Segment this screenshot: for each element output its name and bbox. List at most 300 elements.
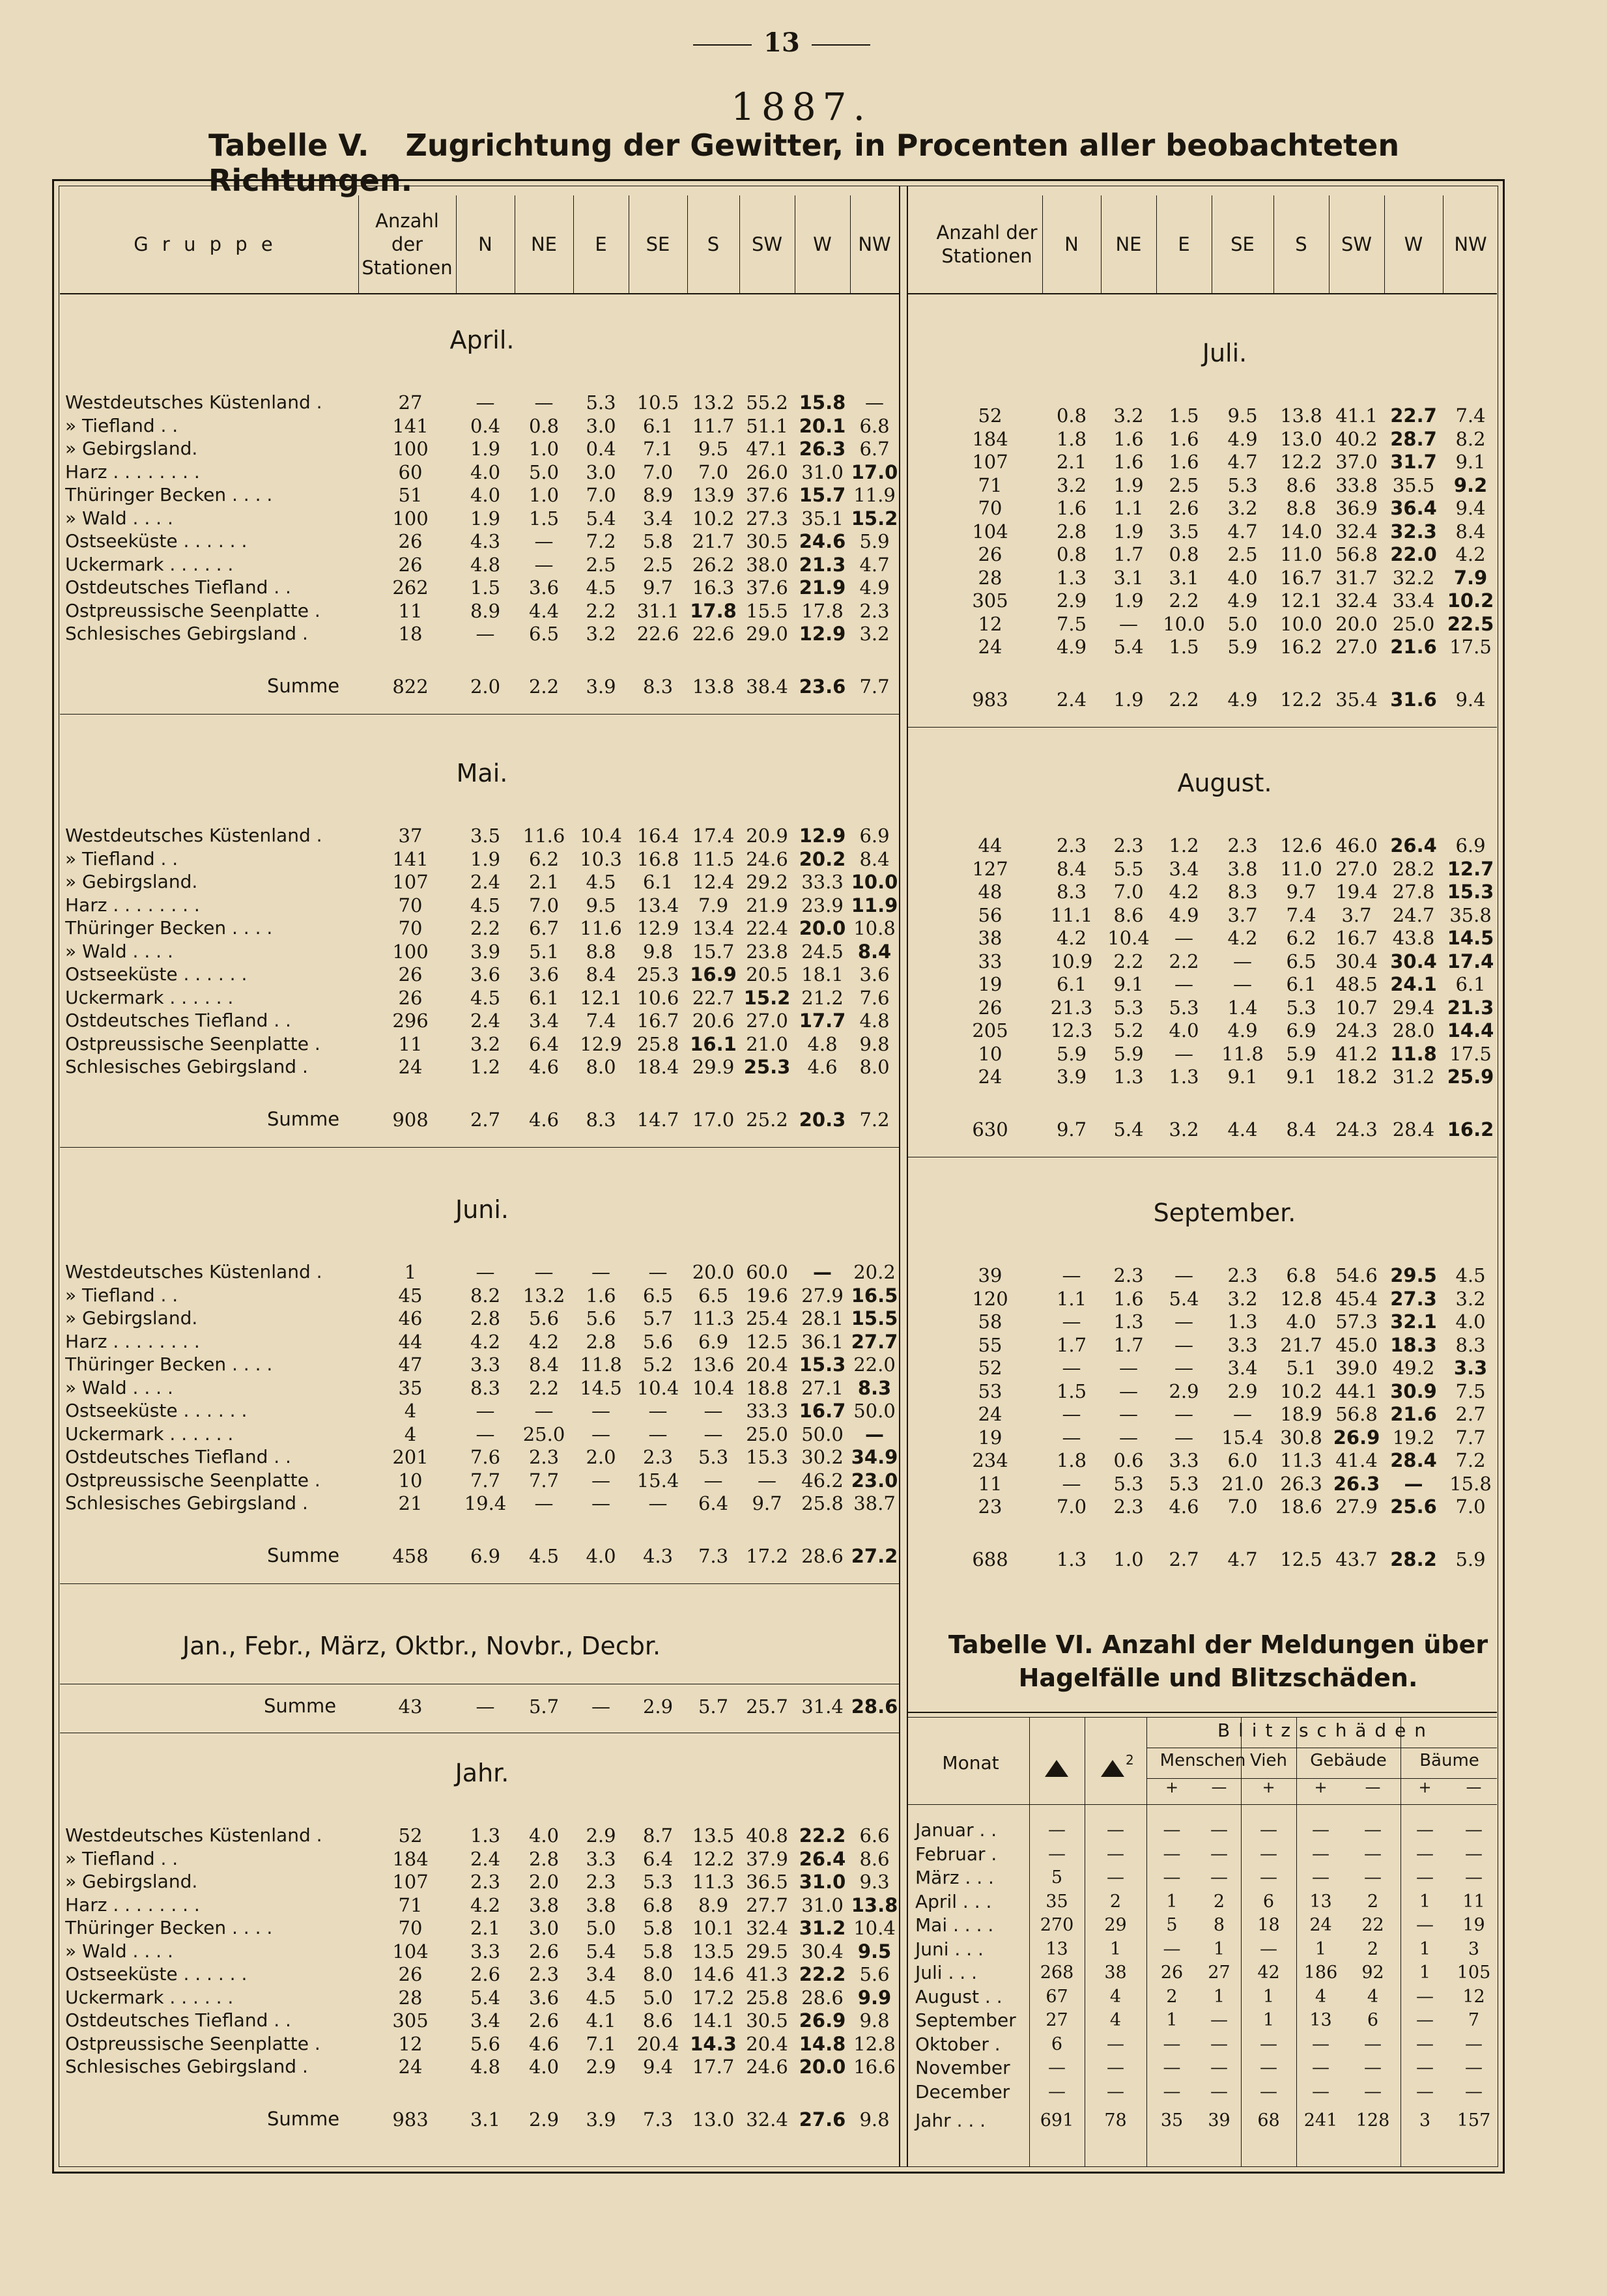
jahr-value-cell: 13.8 [851,1893,898,1916]
left-0-value-cell: 4.7 [859,553,890,576]
left-2-value-cell: 11.8 [580,1354,622,1376]
left-2-anzahl-cell: 21 [398,1492,423,1514]
left-1-month-title: Mai. [456,759,508,787]
right-2-anzahl-cell: 11 [978,1472,1003,1495]
right-2-value-cell: — [1062,1357,1081,1379]
right-2-value-cell: 3.3 [1169,1449,1199,1471]
table6-header-blitz: B l i t z s c h ä d e n [1217,1720,1427,1741]
jahr-value-cell: 11.3 [692,1871,735,1893]
left-1-value-cell: 3.4 [528,1010,560,1032]
left-0-value-cell: 4.3 [470,530,501,552]
left-0-value-cell: 26.3 [799,438,846,460]
jahr-value-cell: 17.2 [692,1986,735,2009]
right-0-value-cell: 31.7 [1335,566,1378,589]
right-0-value-cell: 3.1 [1169,566,1199,589]
left-0-value-cell: 1.9 [470,507,501,530]
left-0-value-cell: 6.1 [642,414,674,437]
jahr-value-cell: 2.0 [528,1871,560,1893]
left-1-value-cell: 16.7 [636,1010,679,1032]
left-2-anzahl-cell: 201 [392,1446,429,1468]
table6-value-cell: — [1163,1938,1181,1959]
right-2-value-cell: — [1062,1472,1081,1495]
jahr-value-cell: 4.2 [470,1893,501,1916]
right-header-anzahl: Anzahl der Stationen [936,221,1038,267]
right-1-value-cell: 2.2 [1169,950,1199,972]
jahr-value-cell: 6.4 [642,1847,674,1870]
right-0-value-cell: 8.8 [1286,497,1316,519]
right-2-value-cell: 21.0 [1221,1472,1264,1495]
left-2-value-cell: 8.3 [470,1376,501,1399]
left-2-summe-cell: 4.3 [642,1544,674,1567]
left-2-value-cell: 33.3 [746,1400,788,1422]
table6-jahr-cell: 157 [1457,2110,1491,2131]
table6-rule-top [907,1712,1497,1713]
left-0-summe-anzahl: 822 [392,675,429,698]
right-2-value-cell: 2.3 [1227,1264,1258,1286]
jahr-value-cell: 5.4 [586,1940,616,1963]
table6-value-cell: — [1210,1820,1228,1840]
left-1-value-cell: 8.4 [857,940,892,963]
jahr-value-cell: 9.5 [857,1940,892,1963]
right-2-anzahl-cell: 19 [978,1426,1003,1449]
left-0-group-name: Uckermark . . . . . . [65,553,234,575]
right-0-value-cell: 36.9 [1335,497,1378,519]
left-1-value-cell: 2.2 [470,917,501,939]
right-1-anzahl-cell: 10 [978,1042,1003,1065]
jahr-summe-cell: 9.8 [859,2108,890,2131]
table6-value-cell: 1 [1213,1938,1225,1959]
table6-value-cell: — [1312,2081,1330,2102]
left-2-value-cell: 60.0 [746,1261,788,1283]
jahr-value-cell: 3.8 [528,1893,560,1916]
table6-value-cell: — [1364,2081,1382,2102]
table6-value-cell: — [1210,2081,1228,2102]
right-header-divider-1 [1101,195,1102,293]
left-0-value-cell: 1.0 [528,484,560,506]
left-1-value-cell: 24.6 [746,847,788,870]
left-1-value-cell: 25.3 [636,963,679,985]
right-0-value-cell: 4.0 [1227,566,1258,589]
left-1-value-cell: 4.6 [807,1056,838,1078]
left-1-summe-cell: 8.3 [586,1108,616,1131]
left-1-anzahl-cell: 11 [398,1032,423,1055]
left-2-value-cell: 4.2 [470,1330,501,1353]
right-0-value-cell: 8.2 [1455,427,1486,450]
left-1-value-cell: 8.0 [586,1056,616,1078]
left-1-value-cell: 3.6 [859,963,890,985]
right-0-value-cell: 10.0 [1163,612,1205,635]
table5-title-text: Zugrichtung der Gewitter, in Procenten aller beobachteten Richtungen. [208,128,1400,198]
left-1-summe-cell: 4.6 [528,1108,560,1131]
left-1-value-cell: 4.5 [470,894,501,916]
table6-value-cell: 26 [1160,1963,1184,1983]
right-0-summe-cell: 35.4 [1335,688,1378,711]
left-section-rule-1 [60,1147,899,1148]
right-1-value-cell: — [1233,950,1252,972]
right-1-summe-cell: 4.4 [1227,1118,1258,1141]
table6-monat-cell: Februar . [915,1843,997,1865]
right-2-value-cell: 2.3 [1113,1264,1144,1286]
right-2-value-cell: 1.7 [1113,1333,1144,1356]
jahr-value-cell: 8.0 [642,1963,674,1985]
jahr-group-name: Uckermark . . . . . . [65,1986,234,2008]
right-1-value-cell: 4.9 [1169,903,1199,926]
left-header-divider-anz [358,195,359,293]
right-2-value-cell: — [1233,1403,1252,1425]
right-0-value-cell: 2.2 [1169,589,1199,612]
right-1-value-cell: 3.7 [1227,903,1258,926]
left-0-value-cell: 4.8 [470,553,501,576]
right-1-value-cell: 10.7 [1335,996,1378,1019]
left-2-anzahl-cell: 1 [404,1261,417,1283]
right-0-value-cell: 3.1 [1113,566,1144,589]
right-2-value-cell: 19.2 [1392,1426,1435,1449]
right-1-value-cell: 9.7 [1286,881,1316,903]
jahr-value-cell: 5.0 [586,1917,616,1939]
left-0-value-cell: 55.2 [746,391,788,414]
left-1-value-cell: 10.8 [853,917,896,939]
table6-value-cell: — [1416,1915,1434,1935]
left-0-value-cell: 5.8 [642,530,674,552]
left-2-summe-cell: 7.3 [698,1544,729,1567]
left-0-value-cell: 3.6 [528,576,560,599]
table6-value-cell: — [1465,2058,1483,2078]
left-1-value-cell: 12.9 [799,825,846,847]
left-2-group-name: Uckermark . . . . . . [65,1423,234,1445]
table6-value-cell: — [1364,1820,1382,1840]
left-1-anzahl-cell: 100 [392,940,429,963]
right-1-value-cell: 14.5 [1447,927,1494,949]
left-0-group-name: Ostseeküste . . . . . . [65,530,248,552]
left-1-value-cell: 16.4 [636,825,679,847]
right-2-value-cell: — [1404,1472,1423,1495]
table6-value-cell: — [1048,1820,1066,1840]
left-2-anzahl-cell: 45 [398,1284,423,1307]
jahr-value-cell: 8.6 [642,2009,674,2032]
right-2-value-cell: 3.3 [1453,1357,1488,1379]
left-0-value-cell: 17.8 [801,599,844,622]
left-1-anzahl-cell: 107 [392,871,429,893]
right-2-value-cell: — [1174,1333,1193,1356]
right-0-value-cell: 10.2 [1447,589,1494,612]
jahr-summe-cell: 13.0 [692,2108,735,2131]
right-1-summe-cell: 5.4 [1113,1118,1144,1141]
right-1-value-cell: 15.3 [1447,881,1494,903]
right-2-value-cell: — [1062,1311,1081,1333]
left-2-value-cell: 2.8 [586,1330,616,1353]
left-1-value-cell: 20.2 [799,847,846,870]
right-2-summe-cell: 12.5 [1280,1548,1322,1570]
left-2-summe-cell: 27.2 [851,1544,898,1567]
right-1-anzahl-cell: 48 [978,881,1003,903]
table6-monat-cell: April . . . [915,1890,992,1912]
left-1-value-cell: 9.5 [586,894,616,916]
right-2-value-cell: 7.0 [1227,1495,1258,1518]
left-1-value-cell: 22.7 [692,986,735,1009]
left-0-group-name: Ostpreussische Seenplatte . [65,599,320,621]
right-header-s: S [1295,233,1307,255]
right-1-value-cell: 9.1 [1227,1066,1258,1088]
table6-tri-sup: 2 [1126,1752,1134,1768]
jahr-value-cell: 22.2 [799,1963,846,1985]
column-divider-2 [907,186,908,2167]
right-2-value-cell: 1.3 [1227,1311,1258,1333]
left-0-value-cell: 21.3 [799,553,846,576]
right-1-value-cell: 11.0 [1280,857,1322,880]
jahr-group-name: » Wald . . . . [65,1940,173,1962]
left-2-value-cell: 20.4 [746,1354,788,1376]
right-1-value-cell: 24.1 [1390,973,1437,995]
left-2-value-cell: 27.1 [801,1376,844,1399]
jahr-summe-label: Summe [267,2107,340,2130]
right-1-value-cell: 21.3 [1050,996,1093,1019]
left-1-summe-label: Summe [267,1107,340,1130]
right-0-value-cell: 21.6 [1390,636,1437,658]
left-0-value-cell: 15.7 [799,484,846,506]
left-2-anzahl-cell: 46 [398,1307,423,1329]
table6-jahr-cell: 241 [1303,2110,1338,2131]
page-number-text: 13 [763,27,800,58]
table6-sub-header: Vieh [1250,1751,1287,1770]
right-1-value-cell: 2.3 [1227,834,1258,857]
left-0-value-cell: 13.9 [692,484,735,506]
left-1-anzahl-cell: 70 [398,917,423,939]
right-0-value-cell: 32.3 [1390,520,1437,543]
right-header-w: W [1404,233,1423,255]
left-0-group-name: Thüringer Becken . . . . [65,484,273,505]
right-1-anzahl-cell: 56 [978,903,1003,926]
right-1-value-cell: 9.1 [1286,1066,1316,1088]
left-2-value-cell: 8.3 [857,1376,892,1399]
right-1-value-cell: 43.8 [1392,927,1435,949]
right-0-summe-cell: 2.4 [1056,688,1087,711]
left-0-value-cell: 31.1 [636,599,679,622]
right-2-value-cell: 30.8 [1280,1426,1322,1449]
jahr-group-name: Thüringer Becken . . . . [65,1917,273,1938]
right-0-summe-cell: 9.4 [1455,688,1486,711]
left-0-value-cell: — [534,530,554,552]
right-section-rule-0 [907,727,1497,728]
winter-summe-cell: 2.9 [642,1695,674,1718]
left-1-value-cell: 33.3 [801,871,844,893]
left-1-anzahl-cell: 26 [398,986,423,1009]
left-1-value-cell: 7.0 [528,894,560,916]
jahr-value-cell: 28.6 [801,1986,844,2009]
table6-value-cell: — [1163,2058,1181,2078]
left-1-value-cell: 1.9 [470,847,501,870]
left-0-value-cell: 3.0 [586,414,616,437]
jahr-value-cell: 5.6 [470,2032,501,2055]
left-2-value-cell: 11.3 [692,1307,735,1329]
left-header-w: W [813,233,832,255]
right-1-value-cell: 11.1 [1050,903,1093,926]
jahr-value-cell: 2.6 [528,1940,560,1963]
left-0-value-cell: 2.5 [642,553,674,576]
left-0-value-cell: 6.8 [859,414,890,437]
right-1-value-cell: 2.3 [1056,834,1087,857]
left-2-anzahl-cell: 35 [398,1376,423,1399]
left-0-value-cell: 13.2 [692,391,735,414]
left-0-anzahl-cell: 51 [398,484,423,506]
table6-value-cell: — [1364,1843,1382,1864]
table6-value-cell: — [1048,1843,1066,1864]
right-0-value-cell: 20.0 [1335,612,1378,635]
winter-summe-cell: — [476,1695,495,1718]
left-1-anzahl-cell: 24 [398,1056,423,1078]
table6-value-cell: 11 [1462,1891,1485,1912]
right-0-value-cell: 33.4 [1392,589,1435,612]
right-1-value-cell: 4.2 [1227,927,1258,949]
left-2-group-name: Ostseeküste . . . . . . [65,1400,248,1421]
right-2-value-cell: 2.7 [1455,1403,1486,1425]
right-header-divider-2 [1156,195,1157,293]
right-1-value-cell: 9.1 [1113,973,1144,995]
left-0-value-cell: 6.7 [859,438,890,460]
left-0-value-cell: 27.3 [746,507,788,530]
jahr-value-cell: 29.5 [746,1940,788,1963]
jahr-anzahl-cell: 71 [398,1893,423,1916]
left-0-anzahl-cell: 18 [398,623,423,645]
jahr-value-cell: 20.4 [746,2032,788,2055]
table6-value-cell: 4 [1109,2010,1122,2030]
right-2-value-cell: 2.3 [1113,1495,1144,1518]
jahr-value-cell: 14.6 [692,1963,735,1985]
left-2-value-cell: — [476,1400,495,1422]
right-2-summe-cell: 43.7 [1335,1548,1378,1570]
table6-value-cell: — [1364,2058,1382,2078]
table6-value-cell: — [1163,1843,1181,1864]
table6-value-cell: — [1048,2058,1066,2078]
left-2-value-cell: 27.9 [801,1284,844,1307]
jahr-summe-cell: 7.3 [642,2108,674,2131]
left-0-summe-cell: 8.3 [642,675,674,698]
right-2-value-cell: 30.9 [1390,1380,1437,1402]
right-2-value-cell: 7.0 [1455,1495,1486,1518]
right-1-value-cell: 12.6 [1280,834,1322,857]
left-2-value-cell: — [813,1261,832,1283]
jahr-value-cell: 8.9 [698,1893,729,1916]
right-2-month-title: September. [1153,1198,1296,1227]
left-0-value-cell: 37.6 [746,484,788,506]
left-0-value-cell: 3.2 [859,623,890,645]
right-2-summe-cell: 1.3 [1056,1548,1087,1570]
jahr-summe-cell: 3.1 [470,2108,501,2131]
left-1-value-cell: 13.4 [636,894,679,916]
left-0-anzahl-cell: 27 [398,391,423,414]
table6-value-cell: — [1107,2034,1124,2054]
right-1-value-cell: 41.2 [1335,1042,1378,1065]
jahr-value-cell: 40.8 [746,1824,788,1847]
table6-plusminus: — [1466,1778,1482,1796]
left-2-value-cell: 4.2 [528,1330,560,1353]
right-1-value-cell: 5.3 [1169,996,1199,1019]
table6-value-cell: — [1312,1843,1330,1864]
left-0-value-cell: — [865,391,884,414]
right-1-value-cell: 11.8 [1390,1042,1437,1065]
left-2-value-cell: 25.0 [522,1423,565,1445]
table6-value-cell: 18 [1257,1915,1280,1935]
right-2-anzahl-cell: 24 [978,1403,1003,1425]
right-2-value-cell: 45.4 [1335,1287,1378,1310]
left-2-group-name: Ostdeutsches Tiefland . . [65,1446,291,1467]
table6-rule-header-bottom [907,1804,1497,1805]
left-header-nw: NW [858,233,891,255]
left-1-group-name: Ostpreussische Seenplatte . [65,1032,320,1055]
right-1-value-cell: 27.0 [1335,857,1378,880]
left-2-value-cell: 16.5 [851,1284,898,1307]
jahr-value-cell: 2.3 [470,1871,501,1893]
right-0-anzahl-cell: 52 [978,404,1003,427]
jahr-anzahl-cell: 107 [392,1871,429,1893]
right-1-value-cell: 14.4 [1447,1019,1494,1042]
winter-summe-cell: 5.7 [528,1695,560,1718]
right-1-value-cell: 6.9 [1286,1019,1316,1042]
table6-value-cell: 13 [1309,1891,1332,1912]
right-0-value-cell: 1.6 [1056,497,1087,519]
left-0-value-cell: 38.0 [746,553,788,576]
left-1-anzahl-cell: 70 [398,894,423,916]
table6-monat-cell: Mai . . . . [915,1914,994,1936]
left-1-group-name: Harz . . . . . . . . [65,894,200,916]
right-1-value-cell: 1.3 [1169,1066,1199,1088]
right-2-value-cell: 18.9 [1280,1403,1322,1425]
left-2-value-cell: 19.6 [746,1284,788,1307]
right-2-value-cell: 26.9 [1333,1426,1380,1449]
left-0-value-cell: — [534,391,554,414]
right-0-value-cell: 12.2 [1280,451,1322,473]
jahr-value-cell: 26.4 [799,1847,846,1870]
right-0-value-cell: 16.7 [1280,566,1322,589]
right-1-value-cell: 4.9 [1227,1019,1258,1042]
winter-title: Jan., Febr., März, Oktbr., Novbr., Decbr. [182,1632,661,1660]
table6-value-cell: 13 [1309,2010,1332,2030]
left-2-value-cell: — [534,1400,554,1422]
table6-value-cell: 22 [1361,1915,1384,1935]
table6-value-cell: 1 [1166,2010,1178,2030]
table6-value-cell: 4 [1109,1986,1122,2007]
right-0-value-cell: 56.8 [1335,543,1378,565]
right-0-value-cell: 4.9 [1227,589,1258,612]
table6-value-cell: 105 [1457,1963,1491,1983]
right-2-value-cell: 4.6 [1169,1495,1199,1518]
right-1-value-cell: 10.4 [1107,927,1150,949]
table6-value-cell: 4 [1315,1986,1327,2007]
table6-value-cell: — [1416,2034,1434,2054]
left-2-group-name: Ostpreussische Seenplatte . [65,1469,320,1491]
left-0-value-cell: 35.1 [801,507,844,530]
right-0-value-cell: 16.2 [1280,636,1322,658]
right-2-value-cell: 5.3 [1169,1472,1199,1495]
jahr-anzahl-cell: 70 [398,1917,423,1939]
left-2-value-cell: 7.7 [528,1469,560,1492]
right-2-value-cell: 7.2 [1455,1449,1486,1471]
left-0-group-name: Harz . . . . . . . . [65,461,200,483]
table6-value-cell: 1 [1166,1891,1178,1912]
right-0-value-cell: 11.0 [1280,543,1322,565]
left-0-summe-cell: 2.0 [470,675,501,698]
right-2-value-cell: 4.0 [1286,1311,1316,1333]
left-0-value-cell: 11.9 [853,484,896,506]
right-2-value-cell: 3.2 [1455,1287,1486,1310]
left-1-group-name: Ostdeutsches Tiefland . . [65,1010,291,1031]
table6-value-cell: — [1364,1867,1382,1888]
right-1-value-cell: 19.4 [1335,881,1378,903]
table6-value-cell: 13 [1045,1938,1068,1959]
table6-value-cell: 38 [1104,1963,1127,1983]
table6-title-line1: Tabelle VI. Anzahl der Meldungen über [948,1630,1488,1659]
left-0-value-cell: 3.0 [586,461,616,483]
right-1-value-cell: 3.9 [1056,1066,1087,1088]
